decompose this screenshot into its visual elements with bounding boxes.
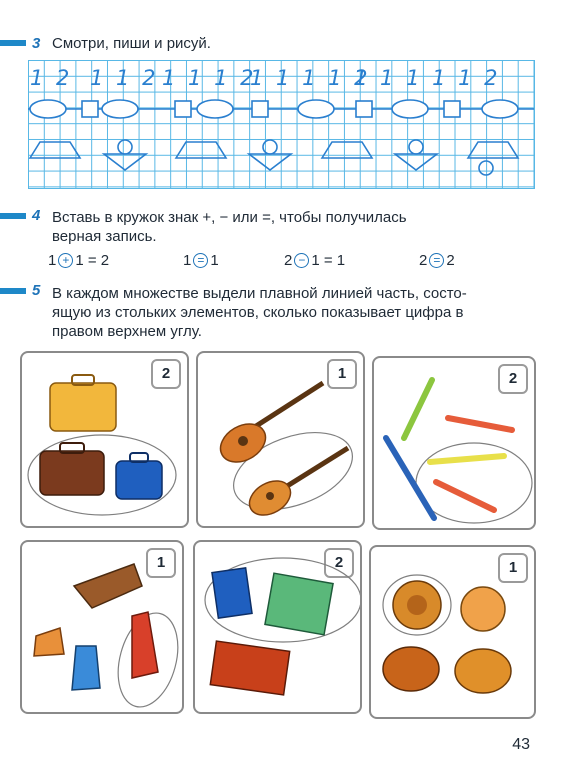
- expr3-right: 1 = 1: [311, 252, 346, 269]
- boots-illustration: [22, 542, 182, 712]
- count-badge: 2: [151, 359, 181, 389]
- expr2-right: 1: [210, 252, 219, 269]
- task3-number: 3: [32, 35, 41, 52]
- sequence-1: 1 2: [30, 66, 73, 90]
- count-badge: 1: [327, 359, 357, 389]
- expr1-left: 1: [48, 252, 57, 269]
- task5-instruction-line3: правом верхнем углу.: [52, 323, 202, 340]
- sequence-2: 1 1 2: [90, 66, 159, 90]
- expression-1: [48, 252, 109, 269]
- task5-marker: [0, 288, 26, 294]
- suitcases-illustration: [22, 353, 187, 526]
- guitars-illustration: [198, 353, 363, 526]
- count-badge: 1: [146, 548, 176, 578]
- card-boots[interactable]: [20, 540, 184, 714]
- expr4-right: 2: [446, 252, 455, 269]
- task5-instruction-line1: В каждом множестве выдели плавной линией часть, состо-: [52, 285, 467, 302]
- sign-circle-3[interactable]: −: [294, 253, 309, 268]
- task3-instruction: Смотри, пиши и рисуй.: [52, 35, 211, 52]
- count-badge: 1: [498, 553, 528, 583]
- page-number: 43: [512, 736, 530, 753]
- expr2-left: 1: [183, 252, 192, 269]
- count-badge: 2: [498, 364, 528, 394]
- card-notebooks[interactable]: [193, 540, 362, 714]
- count-badge: 2: [324, 548, 354, 578]
- task3-shape-pattern: [0, 0, 568, 200]
- sequence-3: 1 1 1 2: [162, 66, 257, 90]
- buns-illustration: [371, 547, 534, 717]
- expression-2: [183, 252, 219, 269]
- sign-circle-1[interactable]: +: [58, 253, 73, 268]
- sequence-4: 1 1 1 1 2: [250, 66, 371, 90]
- expr1-right: 1 = 2: [75, 252, 110, 269]
- task4-marker: [0, 213, 26, 219]
- sequence-5: 1 1 1 1 1 2: [354, 66, 501, 90]
- expr4-left: 2: [419, 252, 428, 269]
- sign-circle-2[interactable]: =: [193, 253, 208, 268]
- notebooks-illustration: [195, 542, 360, 712]
- task5-instruction-line2: ящую из стольких элементов, сколько показывает цифра в: [52, 304, 464, 321]
- expression-4: [419, 252, 455, 269]
- task4-number: 4: [32, 207, 41, 224]
- expr3-left: 2: [284, 252, 293, 269]
- expression-3: [284, 252, 345, 269]
- card-suitcases[interactable]: [20, 351, 189, 528]
- card-buns[interactable]: [369, 545, 536, 719]
- toothbrushes-illustration: [374, 358, 534, 528]
- card-guitars[interactable]: [196, 351, 365, 528]
- task4-instruction-line2: верная запись.: [52, 228, 157, 245]
- sign-circle-4[interactable]: =: [429, 253, 444, 268]
- task5-number: 5: [32, 282, 41, 299]
- task4-instruction-line1: Вставь в кружок знак +, − или =, чтобы получилась: [52, 209, 407, 226]
- card-toothbrushes[interactable]: [372, 356, 536, 530]
